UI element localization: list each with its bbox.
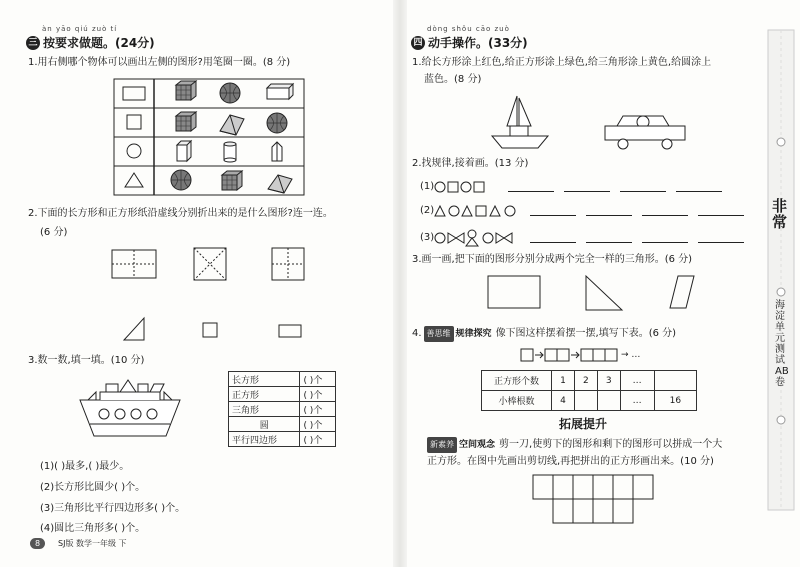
q3-sub-2[interactable]: (2)长方形比圆少( )个。	[40, 482, 146, 493]
answer-blank[interactable]	[586, 206, 632, 216]
section3-badge: 三	[26, 36, 40, 50]
count-label: 三角形	[229, 402, 300, 417]
table-cell[interactable]	[597, 391, 620, 411]
triangle-shape[interactable]	[125, 173, 143, 187]
rectangle-to-divide[interactable]	[488, 276, 540, 308]
sailboat-figure	[490, 94, 550, 152]
folding-papers	[112, 248, 312, 343]
square-paper-cross[interactable]	[272, 248, 304, 280]
table-cell[interactable]	[574, 391, 597, 411]
q1-right-line2: 蓝色。(8 分)	[424, 74, 482, 85]
section4-badge: 四	[411, 36, 425, 50]
triangular-prism-icon[interactable]	[220, 115, 244, 135]
square-result[interactable]	[203, 323, 217, 337]
pattern-shapes-2	[434, 205, 520, 217]
table-cell[interactable]	[654, 371, 696, 391]
answer-blank[interactable]	[530, 206, 576, 216]
triangle-result[interactable]	[124, 318, 144, 340]
ship-figure	[80, 380, 185, 438]
car-figure	[603, 112, 689, 152]
answer-blank[interactable]	[676, 182, 722, 192]
row-label: 小棒根数	[482, 391, 552, 411]
basketball-icon[interactable]	[220, 83, 240, 103]
count-label: 正方形	[229, 387, 300, 402]
extension-tag-title: 空间观念	[459, 440, 496, 450]
count-blank[interactable]: ( )个	[300, 387, 336, 402]
square-shape[interactable]	[127, 115, 141, 129]
count-label: 圆	[229, 417, 300, 432]
q3-right-text: 3.画一画,把下面的图形分别分成两个完全一样的三角形。(6 分)	[412, 254, 693, 265]
brand-text: 海淀单元测试AB卷	[775, 300, 789, 388]
box-icon[interactable]	[267, 84, 293, 99]
cylinder-icon[interactable]	[224, 142, 236, 162]
count-row	[229, 387, 336, 402]
answer-blank[interactable]	[698, 233, 744, 243]
answer-blank[interactable]	[620, 182, 666, 192]
count-blank[interactable]: ( )个	[300, 417, 336, 432]
brand-name: 非常	[772, 197, 788, 231]
brand-strip-bg	[766, 30, 796, 510]
pattern-label-1: (1)	[420, 181, 435, 192]
book-gutter	[393, 0, 407, 567]
q2-left-text: 2.下面的长方形和正方形纸沿虚线分别折出来的是什么图形?连一连。	[28, 208, 333, 219]
count-row	[229, 372, 336, 387]
triangular-prism-icon-3[interactable]	[268, 175, 292, 193]
count-row	[229, 417, 336, 432]
answer-blank[interactable]	[642, 206, 688, 216]
extension-text-2: 正方形。在图中先画出剪切线,再把拼出的正方形画出来。(10 分)	[427, 456, 714, 467]
q1-right-line1: 1.给长方形涂上红色,给正方形涂上绿色,给三角形涂上黄色,给圆涂上	[412, 57, 712, 68]
rectangle-shape[interactable]	[123, 87, 145, 100]
count-row	[229, 432, 336, 447]
divide-shapes	[488, 274, 698, 314]
count-row	[229, 402, 336, 417]
answer-blank[interactable]	[642, 233, 688, 243]
extension-line1	[427, 437, 722, 453]
footer-text: SJ版 数学一年级 下	[58, 539, 127, 548]
circle-shape[interactable]	[127, 144, 141, 158]
q4-text: 像下图这样摆着摆一摆,填写下表。(6 分)	[495, 328, 677, 339]
table-cell: 3	[597, 371, 620, 391]
square-paper-diagonal[interactable]	[194, 248, 226, 280]
extension-heading: 拓展提升	[559, 417, 608, 431]
q3-sub-1[interactable]: (1)( )最多,( )最少。	[40, 461, 130, 472]
brand-strip	[766, 30, 796, 510]
sticks-row-count	[482, 391, 697, 411]
count-blank[interactable]: ( )个	[300, 432, 336, 447]
rubik-cube-icon[interactable]	[176, 81, 196, 100]
q2-right-text: 2.找规律,接着画。(13 分)	[412, 158, 529, 169]
q4-number: 4.	[412, 328, 422, 339]
answer-blank[interactable]	[586, 233, 632, 243]
extension-tag: 新素养	[427, 437, 457, 453]
answer-blank[interactable]	[508, 182, 554, 192]
sequence-ellipsis: → …	[621, 350, 641, 360]
table-cell: …	[620, 391, 654, 411]
table-cell: …	[620, 371, 654, 391]
q1-left-text: 1.用右侧哪个物体可以画出左侧的图形?用笔圈一圈。(8 分)	[28, 57, 291, 68]
count-blank[interactable]: ( )个	[300, 402, 336, 417]
section3-pinyin: àn yāo qiú zuò tí	[42, 25, 118, 33]
extension-text-1: 剪一刀,使剪下的图形和剩下的图形可以拼成一个大	[499, 439, 723, 450]
section4-title: 动手操作。(33分)	[428, 36, 528, 50]
cut-shape-grid[interactable]	[533, 475, 653, 523]
q4-right-heading	[412, 326, 676, 342]
rectangle-paper[interactable]	[112, 250, 156, 278]
q3-sub-4[interactable]: (4)圆比三角形多( )个。	[40, 523, 146, 534]
count-table	[228, 371, 336, 447]
cuboid-icon[interactable]	[177, 141, 191, 161]
pattern-row-3	[420, 229, 744, 247]
rubik-cube-icon-2[interactable]	[176, 112, 196, 131]
q4-tag-title: 规律探究	[455, 329, 492, 339]
q3-sub-3[interactable]: (3)三角形比平行四边形多( )个。	[40, 503, 186, 514]
basketball-icon-3[interactable]	[171, 170, 191, 190]
sticks-table	[481, 370, 697, 411]
object-grid	[114, 79, 304, 195]
pattern-label-3: (3)	[420, 232, 435, 243]
table-cell: 16	[654, 391, 696, 411]
section4-pinyin: dòng shǒu cāo zuò	[427, 25, 510, 33]
pattern-label-2: (2)	[420, 205, 435, 216]
rubik-cube-icon-3[interactable]	[222, 171, 242, 190]
section3-heading	[26, 34, 155, 51]
pattern-shapes-3	[434, 229, 520, 247]
q2-left-score: (6 分)	[40, 227, 68, 238]
table-cell: 2	[574, 371, 597, 391]
section4-heading	[411, 34, 528, 51]
rectangle-result[interactable]	[279, 325, 301, 337]
q4-tag: 善思维	[424, 326, 454, 342]
pattern-row-2	[420, 204, 744, 218]
answer-blank[interactable]	[698, 206, 744, 216]
pattern-row-1	[420, 180, 722, 194]
count-blank[interactable]: ( )个	[300, 372, 336, 387]
basketball-icon-2[interactable]	[267, 113, 287, 133]
square-sequence-figure	[521, 348, 669, 362]
page-number: 8	[30, 538, 45, 549]
parallelogram-to-divide[interactable]	[670, 276, 694, 308]
sticks-row-squares	[482, 371, 697, 391]
q3-left-text: 3.数一数,填一填。(10 分)	[28, 355, 145, 366]
answer-blank[interactable]	[564, 182, 610, 192]
answer-blank[interactable]	[530, 233, 576, 243]
row-label: 正方形个数	[482, 371, 552, 391]
table-cell: 1	[552, 371, 575, 391]
table-cell: 4	[552, 391, 575, 411]
square-sequence	[521, 348, 640, 362]
count-label: 平行四边形	[229, 432, 300, 447]
pattern-shapes-1	[434, 181, 498, 193]
triangle-to-divide[interactable]	[586, 276, 622, 310]
triangular-prism-icon-2[interactable]	[272, 142, 282, 161]
section3-title: 按要求做题。(24分)	[43, 36, 155, 50]
count-label: 长方形	[229, 372, 300, 387]
